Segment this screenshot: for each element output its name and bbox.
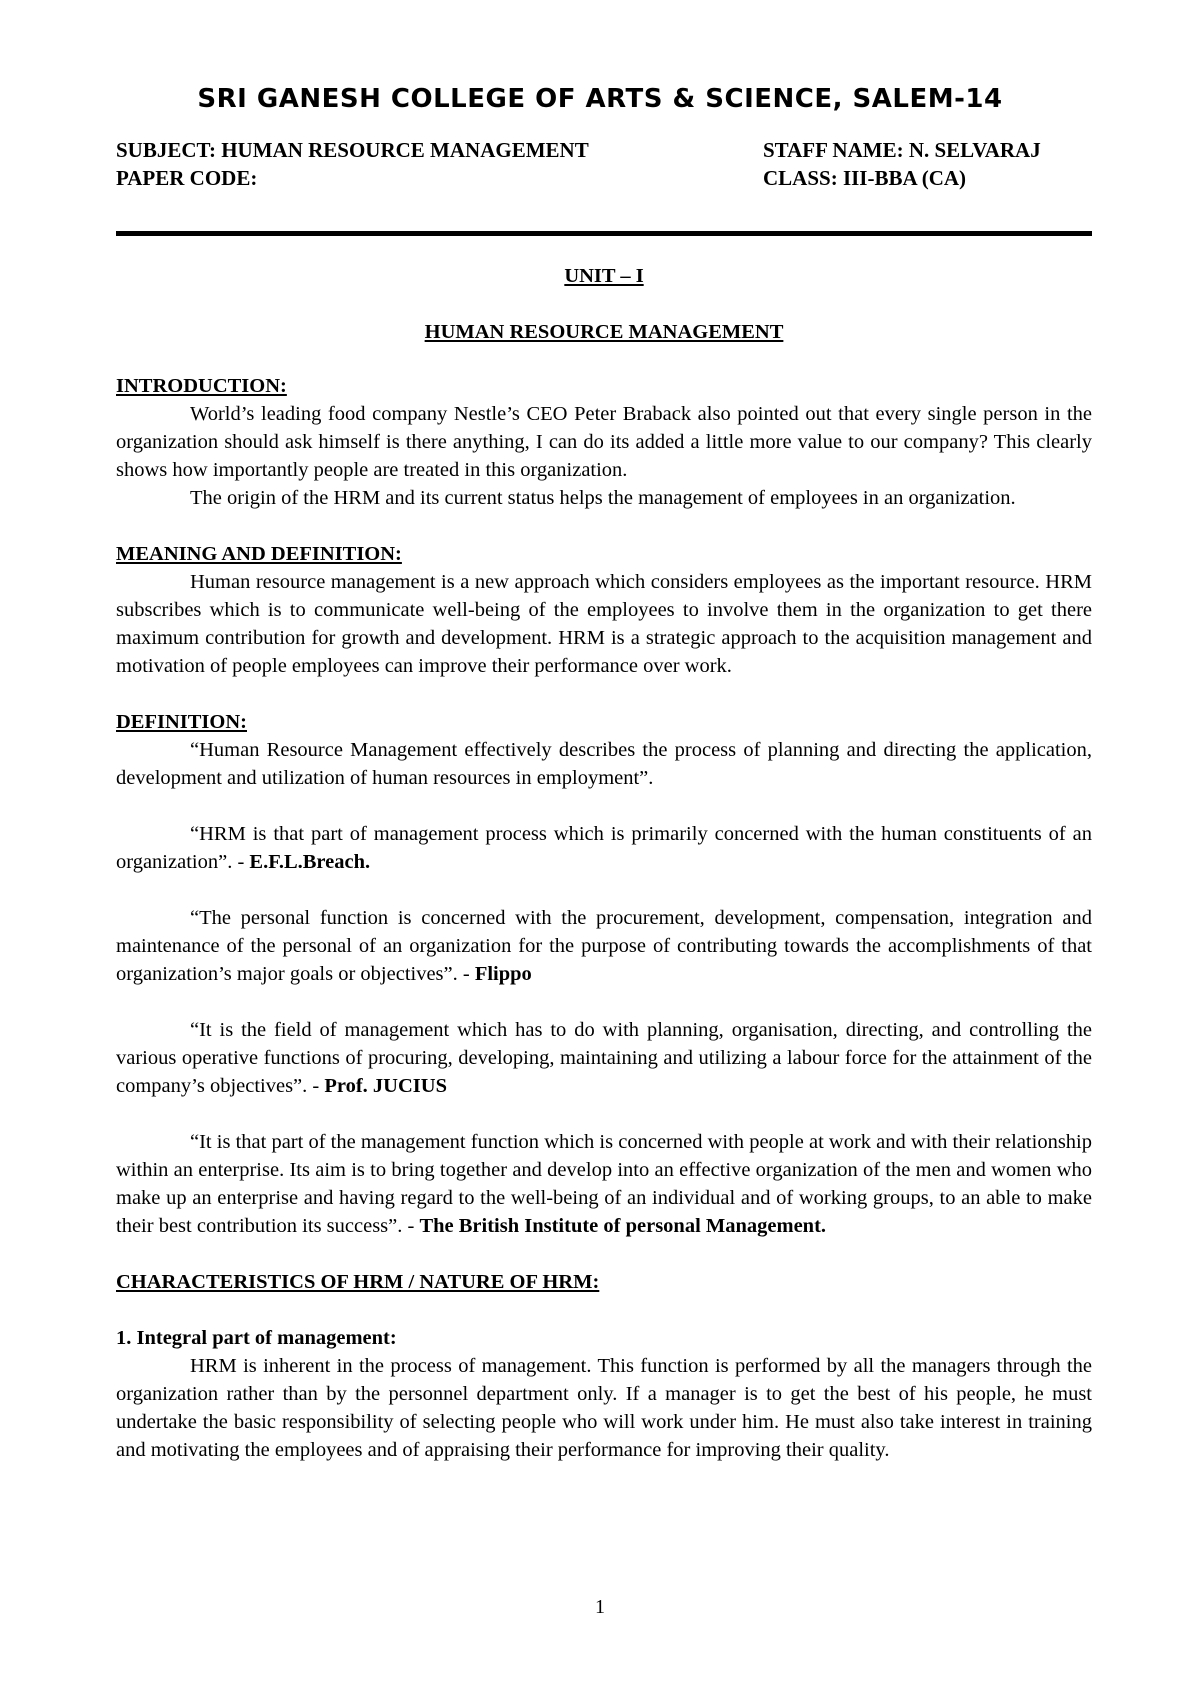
definition-2-author: E.F.L.Breach. [249,851,371,873]
page-number: 1 [595,1596,605,1618]
definition-5 [116,1128,1092,1240]
characteristic-1-paragraph: HRM is inherent in the process of management. This function is performed by all the managers through the organization rather than by the personnel department only. If a manager is to get the best of his people, he must undertake the basic responsibility of selecting people who will work under him. He must also take interest in training and motivating the employees and of appraising their performance for improving their quality. [116,1355,1092,1461]
definition-heading: DEFINITION: [116,711,247,733]
definition-5-author: The British Institute of personal Management. [419,1215,827,1237]
meaning-heading: MEANING AND DEFINITION: [116,543,402,565]
definition-1: “Human Resource Management effectively describes the process of planning and directing the application, development and utilization of human resources in employment”. [116,739,1092,789]
staff-name-label: STAFF NAME: N. SELVARAJ [763,138,1041,162]
introduction-paragraph-1: World’s leading food company Nestle’s CEO Peter Braback also pointed out that every single person in the organization should ask himself is there anything, I can do its added a little more value to our company? This clearly shows how importantly people are treated in this organization. [116,403,1092,481]
unit-heading: UNIT – I [564,265,644,287]
characteristic-1-title: 1. Integral part of management: [116,1327,397,1349]
college-name: SRI GANESH COLLEGE OF ARTS & SCIENCE, SALEM-14 [197,84,1003,114]
document-body [116,262,1092,1464]
definition-3-text: “The personal function is concerned with the procurement, development, compensation, integration and maintenance of the personal of an organization for the purpose of contributing towards the accomplishments of that organization’s major goals or objectives”. - [116,907,1092,985]
header-divider [116,231,1092,236]
meaning-paragraph: Human resource management is a new approach which considers employees as the important resource. HRM subscribes which is to communicate well-being of the employees to involve them in the organization to get there maximum contribution for growth and development. HRM is a strategic approach to the acquisition management and motivation of people employees can improve their performance over work. [116,571,1092,677]
definition-4-text: “It is the field of management which has to do with planning, organisation, directing, and controlling the various operative functions of procuring, developing, maintaining and utilizing a labour force for the attainment of the company’s objectives”. - [116,1019,1092,1097]
subject-label: SUBJECT: HUMAN RESOURCE MANAGEMENT [116,138,589,162]
definition-4-author: Prof. JUCIUS [324,1075,447,1097]
definition-4 [116,1016,1092,1100]
definition-2-text: “HRM is that part of management process which is primarily concerned with the human constituents of an organization”. - [116,823,1092,873]
paper-code-label: PAPER CODE: [116,166,258,190]
introduction-heading: INTRODUCTION: [116,375,287,397]
definition-3 [116,904,1092,988]
document-title: HUMAN RESOURCE MANAGEMENT [424,321,784,343]
introduction-paragraph-2: The origin of the HRM and its current status helps the management of employees in an organization. [190,487,1016,509]
definition-3-author: Flippo [474,963,532,985]
characteristics-heading: CHARACTERISTICS OF HRM / NATURE OF HRM: [116,1271,600,1293]
class-label: CLASS: III-BBA (CA) [763,166,967,190]
definition-2 [116,820,1092,876]
definition-5-text: “It is that part of the management function which is concerned with people at work and with their relationship within an enterprise. Its aim is to bring together and develop into an effective organization of the men and women who make up an enterprise and having regard to the well-being of an individual and of working groups, to an able to make their best contribution its success”. - [116,1131,1092,1237]
